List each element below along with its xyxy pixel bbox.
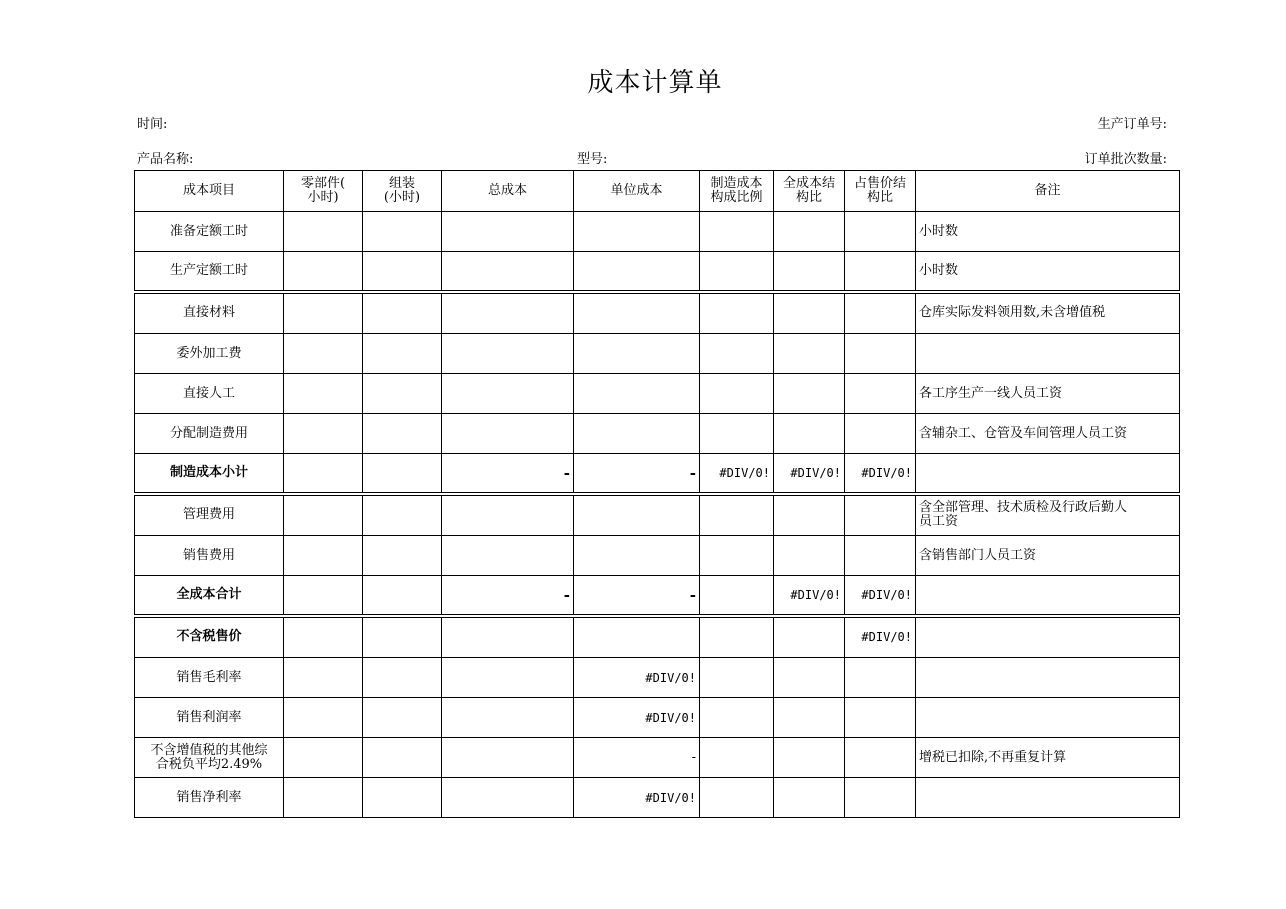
row-remark: 含全部管理、技术质检及行政后勤人 员工资 <box>916 494 1180 536</box>
table-row <box>135 658 1180 698</box>
time-label: 时间: <box>137 117 168 132</box>
row-label: 销售利润率 <box>135 698 284 738</box>
unit-cost-value: #DIV/0! <box>574 778 700 818</box>
header-item: 成本项目 <box>135 171 284 212</box>
row-remark: 仓库实际发料领用数,未含增值税 <box>916 292 1180 334</box>
unit-cost-value: #DIV/0! <box>574 698 700 738</box>
mfg-ratio-value: #DIV/0! <box>700 454 774 494</box>
row-label: 制造成本小计 <box>135 454 284 494</box>
header-total-cost: 总成本 <box>442 171 574 212</box>
total-cost-value: - <box>442 454 574 494</box>
table-row <box>135 616 1180 658</box>
table-row <box>135 536 1180 576</box>
table-row <box>135 252 1180 292</box>
full-ratio-value: #DIV/0! <box>774 576 845 616</box>
table-row <box>135 454 1180 494</box>
sales-ratio-value: #DIV/0! <box>845 576 916 616</box>
row-label: 准备定额工时 <box>135 212 284 252</box>
table-row <box>135 576 1180 616</box>
row-remark: 各工序生产一线人员工资 <box>916 374 1180 414</box>
unit-cost-value: - <box>574 576 700 616</box>
header-sales-ratio: 占售价结 构比 <box>845 171 916 212</box>
row-label: 不含增值税的其他综 合税负平均2.49% <box>135 738 284 778</box>
row-label: 分配制造费用 <box>135 414 284 454</box>
header-assembly-hours: 组装 (小时) <box>363 171 442 212</box>
row-remark <box>916 334 1180 374</box>
row-remark: 小时数 <box>916 252 1180 292</box>
table-row <box>135 778 1180 818</box>
unit-cost-value: - <box>574 454 700 494</box>
model-label: 型号: <box>577 152 608 167</box>
product-name-label: 产品名称: <box>137 152 194 167</box>
row-label: 销售费用 <box>135 536 284 576</box>
table-row <box>135 738 1180 778</box>
header-parts-hours: 零部件( 小时) <box>284 171 363 212</box>
unit-cost-value: #DIV/0! <box>574 658 700 698</box>
sales-ratio-value: #DIV/0! <box>845 616 916 658</box>
table-row <box>135 494 1180 536</box>
table-row <box>135 374 1180 414</box>
header-mfg-ratio: 制造成本 构成比例 <box>700 171 774 212</box>
sales-ratio-value: #DIV/0! <box>845 454 916 494</box>
row-remark: 含销售部门人员工资 <box>916 536 1180 576</box>
row-label: 直接材料 <box>135 292 284 334</box>
cost-table <box>134 170 1180 818</box>
row-label: 生产定额工时 <box>135 252 284 292</box>
row-remark: 增税已扣除,不再重复计算 <box>916 738 1180 778</box>
row-label: 不含税售价 <box>135 616 284 658</box>
table-row <box>135 414 1180 454</box>
order-number-label: 生产订单号: <box>1097 117 1167 132</box>
row-label: 管理费用 <box>135 494 284 536</box>
batch-quantity-label: 订单批次数量: <box>1084 152 1167 167</box>
row-remark: 小时数 <box>916 212 1180 252</box>
table-row <box>135 292 1180 334</box>
page-title: 成本计算单 <box>587 68 723 98</box>
row-label: 销售净利率 <box>135 778 284 818</box>
header-full-ratio: 全成本结 构比 <box>774 171 845 212</box>
row-label: 全成本合计 <box>135 576 284 616</box>
row-remark: 含辅杂工、仓管及车间管理人员工资 <box>916 414 1180 454</box>
table-row <box>135 334 1180 374</box>
unit-cost-value: - <box>574 738 700 778</box>
table-row <box>135 698 1180 738</box>
header-remark: 备注 <box>916 171 1180 212</box>
full-ratio-value: #DIV/0! <box>774 454 845 494</box>
total-cost-value: - <box>442 576 574 616</box>
table-row <box>135 212 1180 252</box>
header-row <box>135 171 1180 212</box>
row-label: 委外加工费 <box>135 334 284 374</box>
row-label: 销售毛利率 <box>135 658 284 698</box>
header-unit-cost: 单位成本 <box>574 171 700 212</box>
row-label: 直接人工 <box>135 374 284 414</box>
